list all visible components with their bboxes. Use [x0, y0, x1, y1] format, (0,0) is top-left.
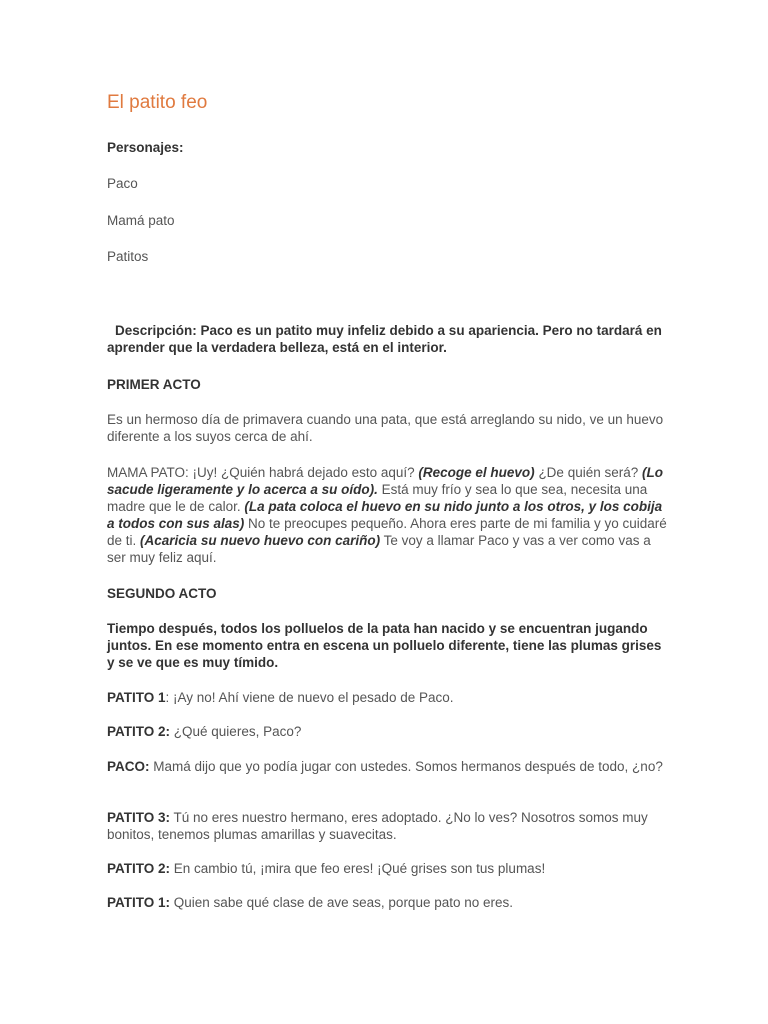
speaker-name: PATITO 2:: [107, 724, 171, 739]
personajes-heading: Personajes:: [107, 140, 184, 155]
dialogue-text: No te preocupes pequeño. Ahora eres parte de mi familia y yo cuidaré de ti.: [107, 516, 667, 548]
character-mama-pato: Mamá pato: [107, 213, 175, 228]
primer-acto-heading: PRIMER ACTO: [107, 377, 201, 392]
segundo-acto-intro: Tiempo después, todos los polluelos de la pata han nacido y se encuentran jugando juntos. En ese momento entra en escena un polluelo diferente, tiene las plumas grises y se ve que es muy tímido.: [107, 621, 662, 670]
speaker-name: PATITO 3:: [107, 810, 171, 825]
stage-direction: (Recoge el huevo): [418, 465, 535, 480]
stage-direction: (La pata coloca el huevo en su nido junto a los otros, y los cobija a todos con sus alas): [107, 499, 663, 531]
document-title: El patito feo: [107, 92, 208, 113]
stage-direction: (Lo sacude ligeramente y lo acerca a su oído).: [107, 465, 663, 497]
dialogue-text: ¡Ay no! Ahí viene de nuevo el pesado de Paco.: [173, 690, 454, 705]
speaker-name: PATITO 1: [107, 690, 166, 705]
dialogue-text: Quien sabe qué clase de ave seas, porque pato no eres.: [173, 895, 514, 910]
speaker-name: PATITO 1:: [107, 895, 171, 910]
primer-acto-intro: Es un hermoso día de primavera cuando una pata, que está arreglando su nido, ve un huevo diferente a los suyos cerca de ahí.: [107, 412, 664, 444]
dialogue-text: ¡Uy! ¿Quién habrá dejado esto aquí?: [188, 465, 419, 480]
description-paragraph: Descripción: Paco es un patito muy infeliz debido a su apariencia. Pero no tardará en aprender que la verdadera belleza, está en el interior.: [107, 323, 662, 355]
speaker-mama-pato: MAMA PATO:: [107, 465, 189, 480]
dialogue-text: Te voy a llamar Paco y vas a ver como vas a ser muy feliz aquí.: [107, 533, 651, 565]
dialogue-text: ¿Qué quieres, Paco?: [173, 724, 302, 739]
dialogue-line: [107, 689, 667, 706]
dialogue-line: [107, 860, 667, 877]
character-patitos: Patitos: [107, 249, 149, 264]
stage-direction: (Acaricia su nuevo huevo con cariño): [140, 533, 381, 548]
dialogue-text: ¿De quién será?: [534, 465, 642, 480]
speaker-name: PATITO 2:: [107, 861, 171, 876]
dialogue-text: En cambio tú, ¡mira que feo eres! ¡Qué grises son tus plumas!: [173, 861, 546, 876]
dialogue-text: Tú no eres nuestro hermano, eres adoptado. ¿No lo ves? Nosotros somos muy bonitos, tenemos plumas amarillas y suavecitas.: [107, 810, 648, 842]
dialogue-line: [107, 809, 667, 843]
segundo-acto-heading: SEGUNDO ACTO: [107, 586, 217, 601]
speaker-separator: :: [165, 690, 174, 705]
dialogue-line: [107, 758, 667, 775]
mama-pato-dialogue: [107, 464, 667, 566]
dialogue-text: Mamá dijo que yo podía jugar con ustedes. Somos hermanos después de todo, ¿no?: [153, 759, 663, 774]
dialogue-line: [107, 723, 667, 740]
dialogue-line: [107, 894, 667, 911]
speaker-name: PACO:: [107, 759, 150, 774]
character-paco: Paco: [107, 176, 138, 191]
dialogue-text: Está muy frío y sea lo que sea, necesita una madre que le de calor.: [107, 482, 648, 514]
